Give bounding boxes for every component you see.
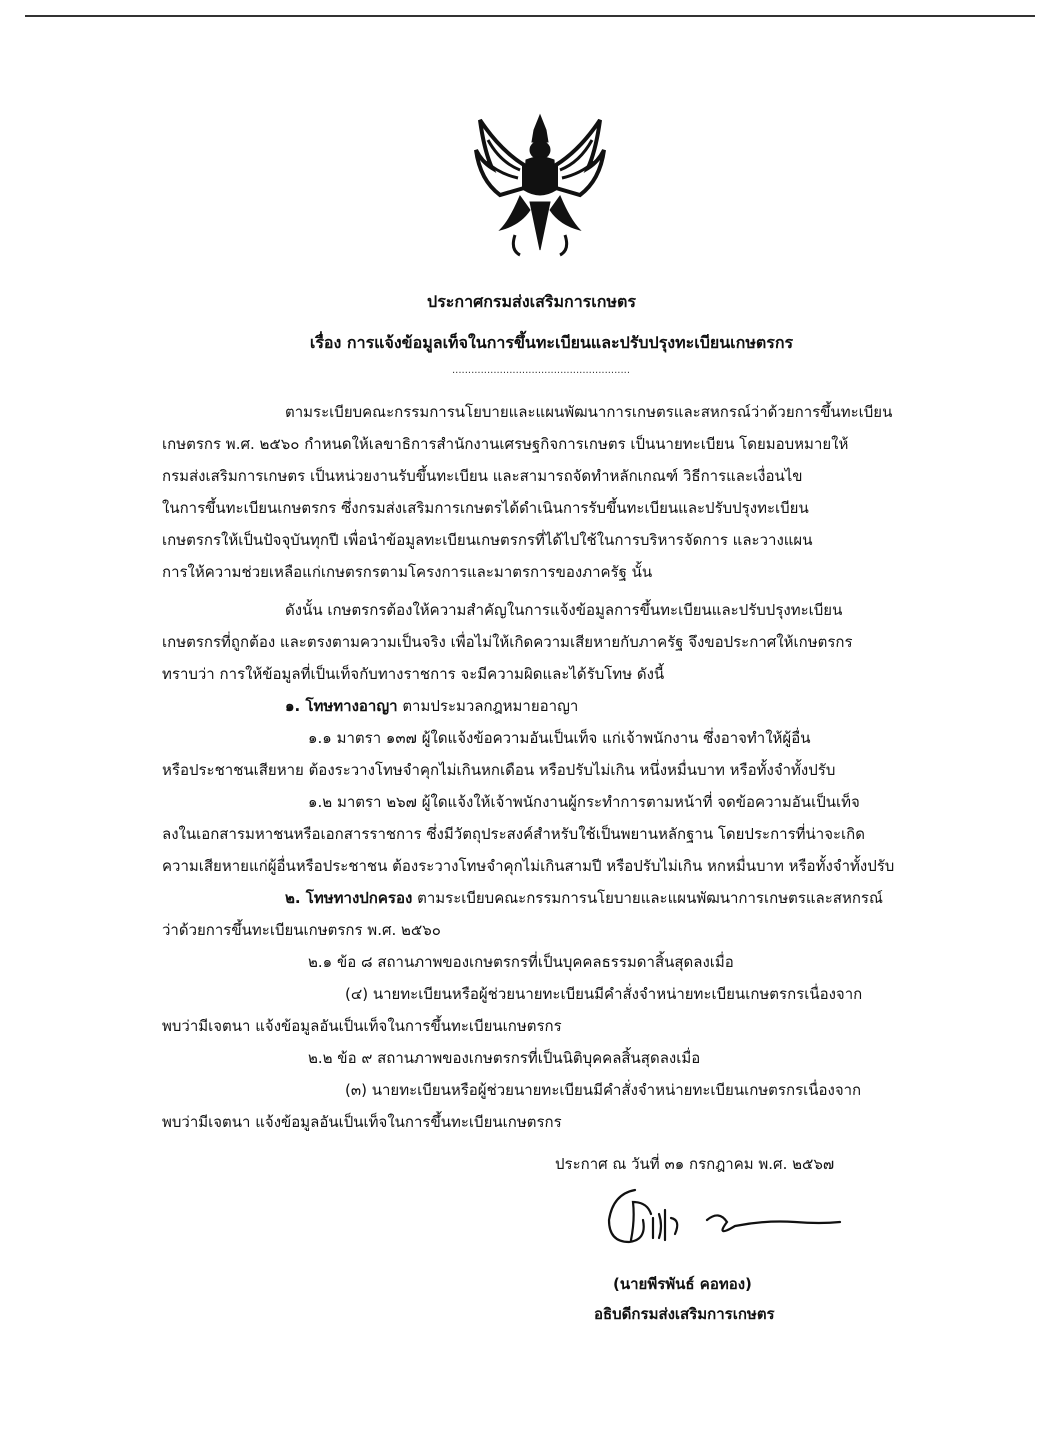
paragraph-1-line-5: เกษตรกรให้เป็นปัจจุบันทุกปี เพื่อนำข้อมูลทะเบียนเกษตรกรที่ได้ไปใช้ในการบริหารจัดการ และวางแผน bbox=[162, 531, 813, 549]
section-1-heading-rest: ตามประมวลกฎหมายอาญา bbox=[397, 697, 579, 715]
signatory-position: อธิบดีกรมส่งเสริมการเกษตร bbox=[594, 1305, 775, 1323]
section-1-heading-bold: ๑. โทษทางอาญา bbox=[285, 697, 398, 715]
section-1-2-line-3: ความเสียหายแก่ผู้อื่นหรือประชาชน ต้องระวางโทษจำคุกไม่เกินสามปี หรือปรับไม่เกิน หกหมื่นบาท หรือทั้งจำทั้งปรับ bbox=[162, 857, 895, 875]
section-2-heading-rest: ตามระเบียบคณะกรรมการนโยบายและแผนพัฒนาการเกษตรและสหกรณ์ bbox=[412, 889, 883, 907]
section-1-2-line-1: ๑.๒ มาตรา ๒๖๗ ผู้ใดแจ้งให้เจ้าพนักงานผู้กระทำการตามหน้าที่ จดข้อความอันเป็นเท็จ bbox=[308, 793, 860, 811]
paragraph-1-line-6: การให้ความช่วยเหลือแก่เกษตรกรตามโครงการและมาตรการของภาครัฐ นั้น bbox=[162, 563, 653, 581]
section-1-heading bbox=[285, 696, 578, 716]
section-2-1: ๒.๑ ข้อ ๘ สถานภาพของเกษตรกรที่เป็นบุคคลธรรมดาสิ้นสุดลงเมื่อ bbox=[308, 953, 734, 971]
paragraph-1-line-4: ในการขึ้นทะเบียนเกษตรกร ซึ่งกรมส่งเสริมการเกษตรได้ดำเนินการรับขึ้นทะเบียนและปรับปรุงทะเบียน bbox=[162, 499, 809, 517]
paragraph-1-line-3: กรมส่งเสริมการเกษตร เป็นหน่วยงานรับขึ้นทะเบียน และสามารถจัดทำหลักเกณฑ์ วิธีการและเงื่อนไข bbox=[162, 467, 803, 485]
document-subject: เรื่อง การแจ้งข้อมูลเท็จในการขึ้นทะเบียนและปรับปรุงทะเบียนเกษตรกร bbox=[309, 333, 794, 352]
signatory-name: (นายพีรพันธ์ คอทอง) bbox=[613, 1275, 752, 1293]
title-separator: ........................................................ bbox=[452, 365, 631, 376]
section-2-1-item-line-2: พบว่ามีเจตนา แจ้งข้อมูลอันเป็นเท็จในการขึ้นทะเบียนเกษตรกร bbox=[162, 1017, 562, 1035]
paragraph-2-line-2: เกษตรกรที่ถูกต้อง และตรงตามความเป็นจริง เพื่อไม่ให้เกิดความเสียหายกับภาครัฐ จึงขอประกาศให้เกษตรกร bbox=[162, 633, 853, 651]
section-2-heading-bold: ๒. โทษทางปกครอง bbox=[285, 889, 413, 907]
paragraph-1-line-2: เกษตรกร พ.ศ. ๒๕๖๐ กำหนดให้เลขาธิการสำนักงานเศรษฐกิจการเกษตร เป็นนายทะเบียน โดยมอบหมายให้ bbox=[162, 435, 849, 453]
section-1-1-line-1: ๑.๑ มาตรา ๑๓๗ ผู้ใดแจ้งข้อความอันเป็นเท็จ แก่เจ้าพนักงาน ซึ่งอาจทำให้ผู้อื่น bbox=[308, 729, 811, 747]
top-border-line bbox=[25, 15, 1035, 17]
garuda-emblem-icon bbox=[470, 110, 610, 260]
paragraph-1-line-1: ตามระเบียบคณะกรรมการนโยบายและแผนพัฒนาการเกษตรและสหกรณ์ว่าด้วยการขึ้นทะเบียน bbox=[285, 403, 893, 421]
section-2-heading-line-2: ว่าด้วยการขึ้นทะเบียนเกษตรกร พ.ศ. ๒๕๖๐ bbox=[162, 921, 441, 939]
signature-icon bbox=[595, 1180, 845, 1260]
section-2-2-item-line-1: (๓) นายทะเบียนหรือผู้ช่วยนายทะเบียนมีคำสั่งจำหน่ายทะเบียนเกษตรกรเนื่องจาก bbox=[345, 1081, 862, 1099]
section-2-2-item-line-2: พบว่ามีเจตนา แจ้งข้อมูลอันเป็นเท็จในการขึ้นทะเบียนเกษตรกร bbox=[162, 1113, 562, 1131]
section-2-heading bbox=[285, 888, 883, 908]
paragraph-2-line-3: ทราบว่า การให้ข้อมูลที่เป็นเท็จกับทางราชการ จะมีความผิดและได้รับโทษ ดังนี้ bbox=[162, 665, 665, 683]
paragraph-2-line-1: ดังนั้น เกษตรกรต้องให้ความสำคัญในการแจ้งข้อมูลการขึ้นทะเบียนและปรับปรุงทะเบียน bbox=[285, 601, 843, 619]
section-1-2-line-2: ลงในเอกสารมหาชนหรือเอกสารราชการ ซึ่งมีวัตถุประสงค์สำหรับใช้เป็นพยานหลักฐาน โดยประการที่น่าจะเกิด bbox=[162, 825, 865, 843]
section-1-1-line-2: หรือประชาชนเสียหาย ต้องระวางโทษจำคุกไม่เกินหกเดือน หรือปรับไม่เกิน หนึ่งหมื่นบาท หรือทั้งจำทั้งปรับ bbox=[162, 761, 836, 779]
document-title: ประกาศกรมส่งเสริมการเกษตร bbox=[427, 292, 636, 311]
section-2-2: ๒.๒ ข้อ ๙ สถานภาพของเกษตรกรที่เป็นนิติบุคคลสิ้นสุดลงเมื่อ bbox=[308, 1049, 701, 1067]
section-2-1-item-line-1: (๔) นายทะเบียนหรือผู้ช่วยนายทะเบียนมีคำสั่งจำหน่ายทะเบียนเกษตรกรเนื่องจาก bbox=[345, 985, 863, 1003]
announcement-date: ประกาศ ณ วันที่ ๓๑ กรกฎาคม พ.ศ. ๒๕๖๗ bbox=[555, 1155, 835, 1173]
